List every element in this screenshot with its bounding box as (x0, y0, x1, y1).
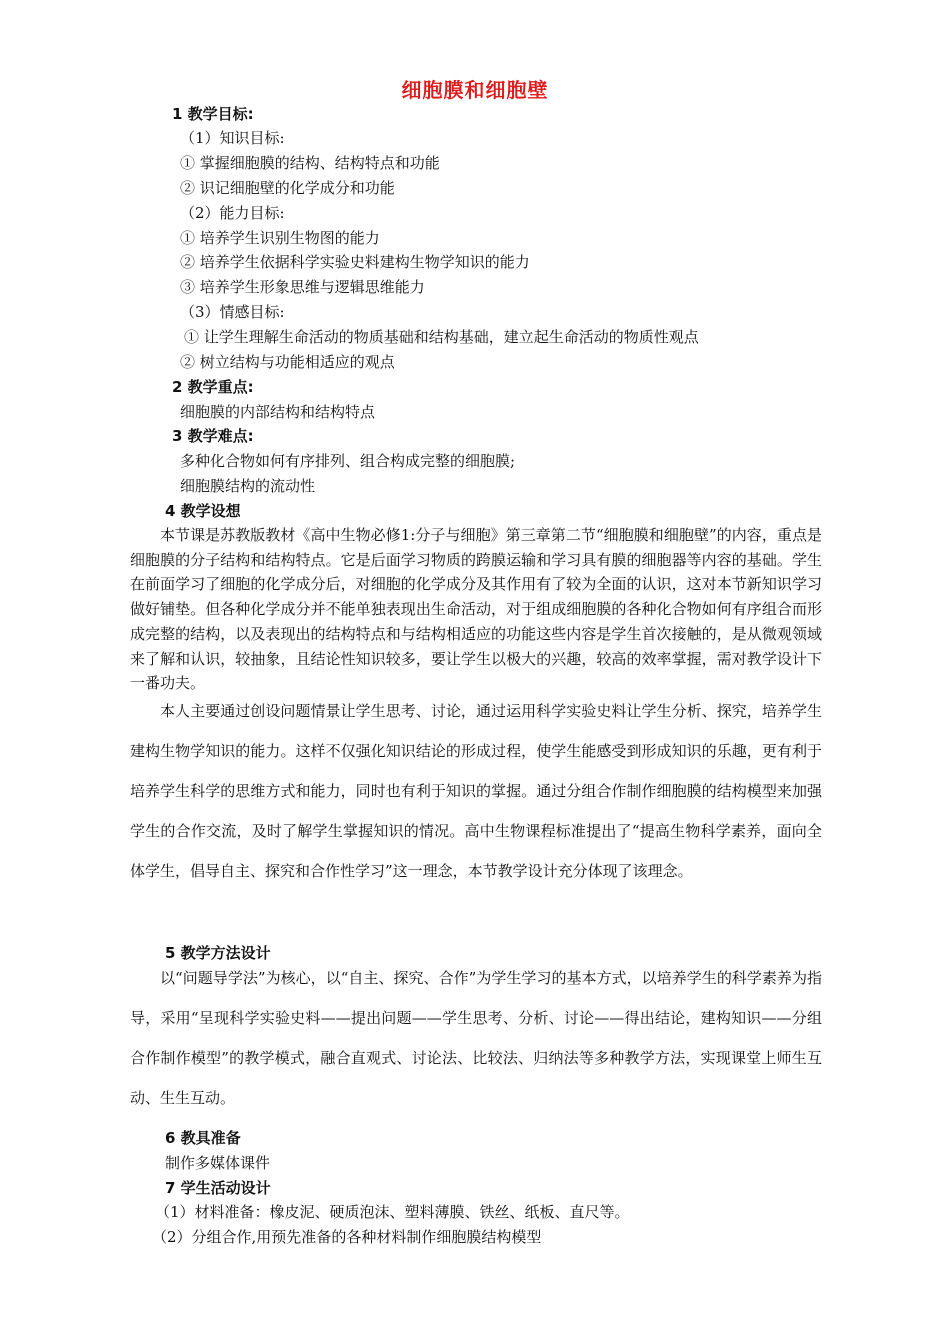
knowledge-goal-2: ② 识记细胞壁的化学成分和功能 (180, 179, 395, 197)
ability-goal-2: ② 培养学生依据科学实验史料建构生物学知识的能力 (180, 253, 530, 271)
student-activity-item-1: （1）材料准备：橡皮泥、硬质泡沫、塑料薄膜、铁丝、纸板、直尺等。 (155, 1203, 630, 1221)
ability-goal-1: ① 培养学生识别生物图的能力 (180, 229, 380, 247)
key-points-text: 细胞膜的内部结构和结构特点 (180, 403, 376, 421)
heading-teaching-idea: 4 教学设想 (165, 502, 241, 520)
ability-goal-3: ③ 培养学生形象思维与逻辑思维能力 (180, 278, 425, 296)
subheading-ability-goals: （2）能力目标: (180, 204, 285, 222)
difficulty-text-2: 细胞膜结构的流动性 (180, 477, 316, 495)
page-title: 细胞膜和细胞壁 (401, 78, 549, 102)
teaching-idea-paragraph-2: 本人主要通过创设问题情景让学生思考、讨论，通过运用科学实验史料让学生分析、探究，培养学生建构生物学知识的能力。这样不仅强化知识结论的形成过程，使学生能感受到形成知识的乐趣，更有利于培养学生科学的思维方式和能力，同时也有利于知识的掌握。通过分组合作制作细胞膜的结构模型来加强学生的合作交流，及时了解学生掌握知识的情况。高中生物课程标准提出了“提高生物科学素养，面向全体学生，倡导自主、探究和合作性学习”这一理念，本节教学设计充分体现了该理念。 (130, 702, 822, 880)
difficulty-text-1: 多种化合物如何有序排列、组合构成完整的细胞膜; (180, 452, 516, 470)
teaching-tools-text: 制作多媒体课件 (165, 1154, 271, 1172)
subheading-emotion-goals: （3）情感目标: (180, 303, 285, 321)
subheading-knowledge-goals: （1）知识目标: (180, 129, 285, 147)
heading-teaching-tools: 6 教具准备 (165, 1129, 241, 1147)
student-activity-item-2: （2）分组合作,用预先准备的各种材料制作细胞膜结构模型 (152, 1228, 542, 1246)
heading-difficulties: 3 教学难点: (172, 427, 254, 445)
emotion-goal-1: ① 让学生理解生命活动的物质基础和结构基础，建立起生命活动的物质性观点 (184, 328, 699, 346)
emotion-goal-2: ② 树立结构与功能相适应的观点 (180, 353, 395, 371)
teaching-method-paragraph: 以“问题导学法”为核心，以“自主、探究、合作”为学生学习的基本方式，以培养学生的科学素养为指导，采用“呈现科学实验史料——提出问题——学生思考、分析、讨论——得出结论，建构知识——分组合作制作模型”的教学模式，融合直观式、讨论法、比较法、归纳法等多种教学方法，实现课堂上师生互动、生生互动。 (130, 969, 822, 1107)
teaching-idea-paragraph-1: 本节课是苏教版教材《高中生物必修1:分子与细胞》第三章第二节“细胞膜和细胞壁”的内容，重点是细胞膜的分子结构和结构特点。它是后面学习物质的跨膜运输和学习具有膜的细胞器等内容的基础。学生在前面学习了细胞的化学成分后，对细胞的化学成分及其作用有了较为全面的认识，这对本节新知识学习做好铺垫。但各种化学成分并不能单独表现出生命活动，对于组成细胞膜的各种化合物如何有序组合而形成完整的结构，以及表现出的结构特点和与结构相适应的功能这些内容是学生首次接触的，是从微观领域来了解和认识，较抽象，且结论性知识较多，要让学生以极大的兴趣，较高的效率掌握，需对教学设计下一番功夫。 (130, 526, 822, 693)
knowledge-goal-1: ① 掌握细胞膜的结构、结构特点和功能 (180, 154, 440, 172)
heading-key-points: 2 教学重点: (172, 378, 254, 396)
heading-teaching-method: 5 教学方法设计 (165, 944, 271, 962)
heading-teaching-goals: 1 教学目标: (172, 105, 254, 123)
heading-student-activity: 7 学生活动设计 (165, 1179, 271, 1197)
